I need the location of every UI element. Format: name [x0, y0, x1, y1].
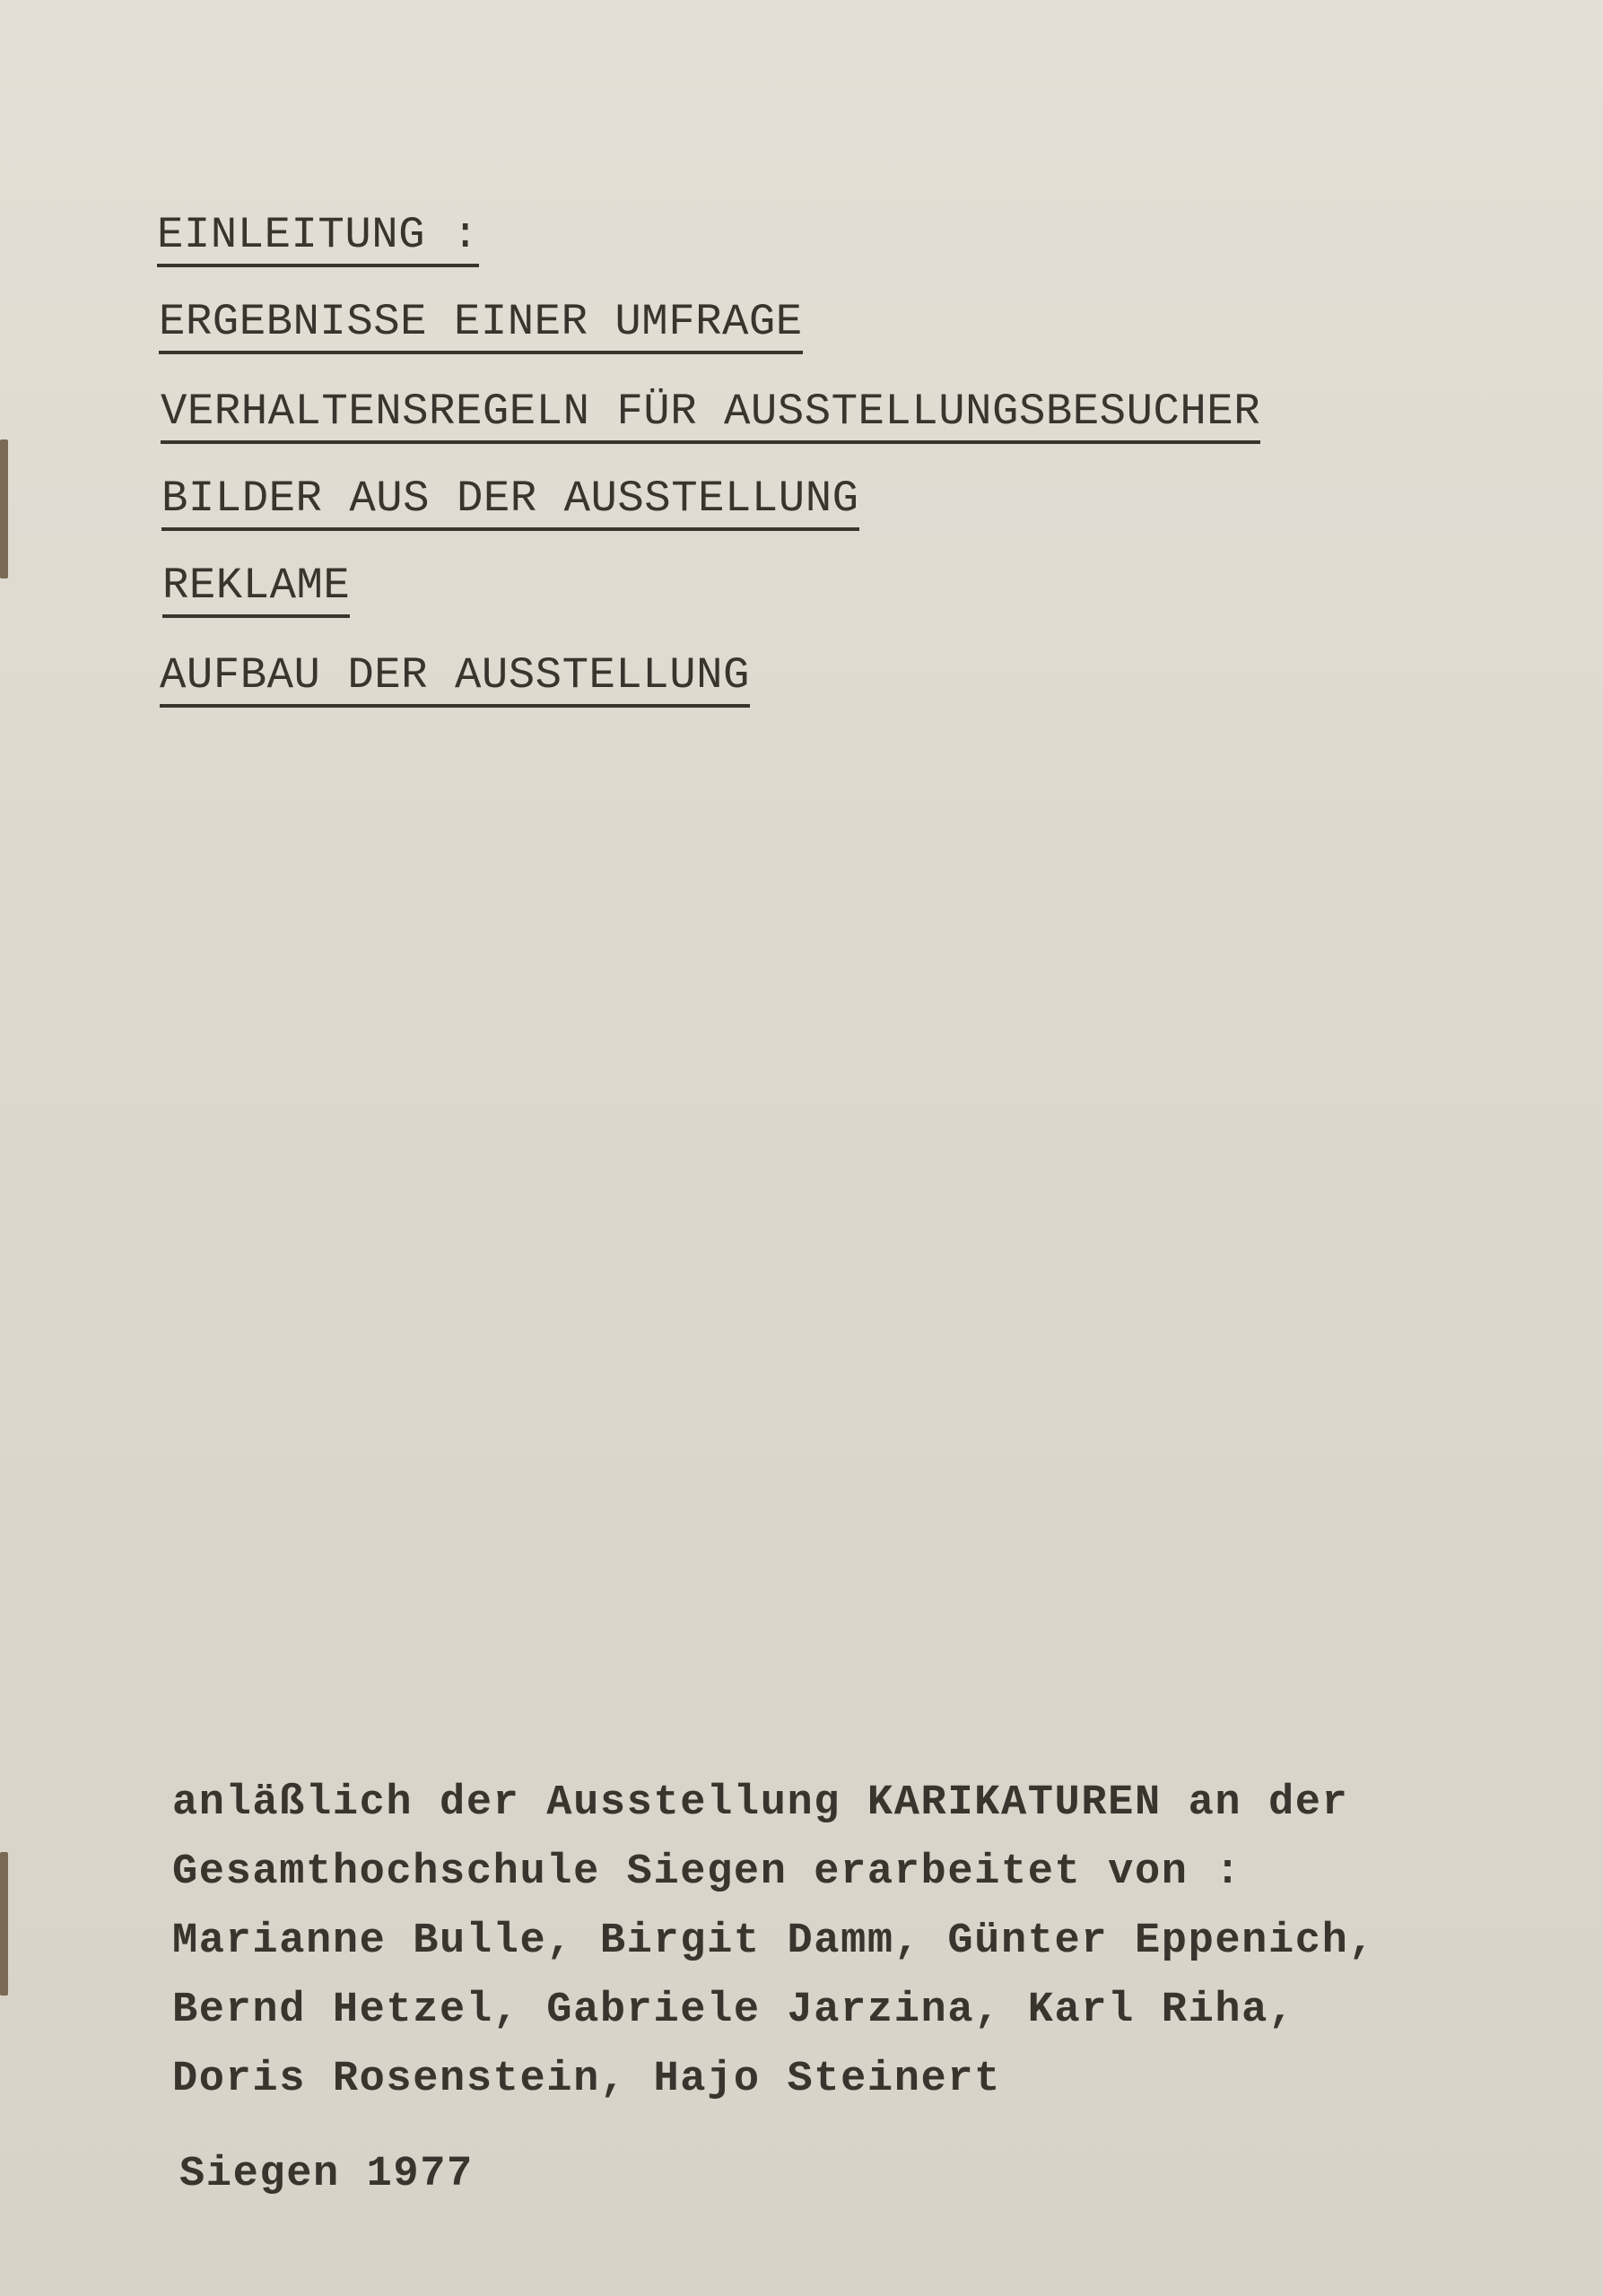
credits-line: Gesamthochschule Siegen erarbeitet von : [172, 1848, 1242, 1896]
toc-entry-umfrage: ERGEBNISSE EINER UMFRAGE [159, 300, 803, 354]
credits-line: Doris Rosenstein, Hajo Steinert [172, 2056, 1001, 2103]
credits-line: anläßlich der Ausstellung KARIKATUREN an der [172, 1779, 1349, 1827]
staple-top [0, 439, 8, 578]
place-date: Siegen 1977 [179, 2151, 474, 2198]
table-of-contents [157, 210, 1261, 741]
credits-line: Bernd Hetzel, Gabriele Jarzina, Karl Riha, [172, 1987, 1295, 2034]
credits-line: Marianne Bulle, Birgit Damm, Günter Eppenich, [172, 1918, 1376, 1965]
toc-entry-reklame: REKLAME [162, 564, 350, 618]
toc-entry-bilder: BILDER AUS DER AUSSTELLUNG [161, 477, 859, 531]
toc-entry-verhaltensregeln: VERHALTENSREGELN FÜR AUSSTELLUNGSBESUCHER [161, 390, 1260, 444]
credits-block [172, 1769, 1536, 2114]
toc-entry-aufbau: AUFBAU DER AUSSTELLUNG [160, 654, 750, 708]
toc-entry-einleitung: EINLEITUNG : [157, 213, 479, 267]
staple-bottom [0, 1852, 8, 1996]
